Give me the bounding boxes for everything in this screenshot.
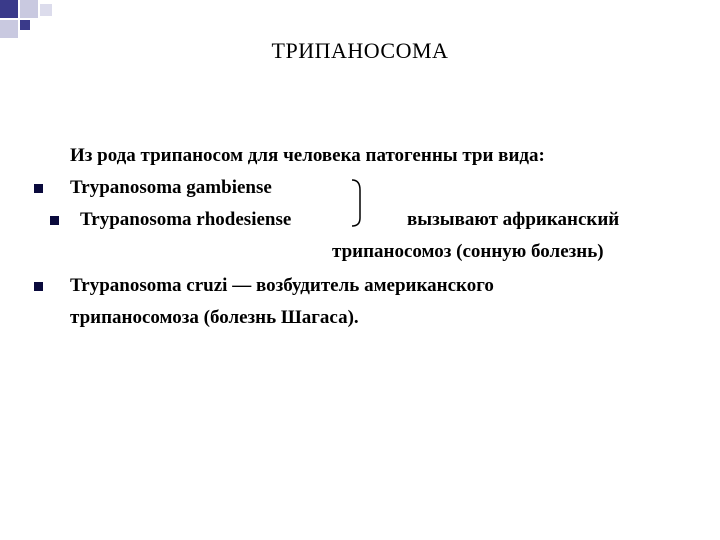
intro-text: Из рода трипаносом для человека патогенны три вида:	[70, 145, 545, 166]
group-note-line1: вызывают африканский	[407, 209, 620, 230]
bullet-icon	[34, 184, 43, 193]
species-item: Trypanosoma cruzi — возбудитель американского	[70, 275, 494, 296]
species-item: Trypanosoma rhodesiense	[80, 209, 292, 230]
species-item: Trypanosoma gambiense	[70, 177, 272, 198]
page-title: ТРИПАНОСОМА	[271, 38, 449, 63]
bullet-icon	[50, 216, 59, 225]
group-note-line2: трипаносомоз (сонную болезнь)	[332, 241, 604, 262]
species-item-continuation: трипаносомоза (болезнь Шагаса).	[70, 307, 359, 328]
brace-icon	[350, 178, 370, 228]
bullet-icon	[34, 282, 43, 291]
